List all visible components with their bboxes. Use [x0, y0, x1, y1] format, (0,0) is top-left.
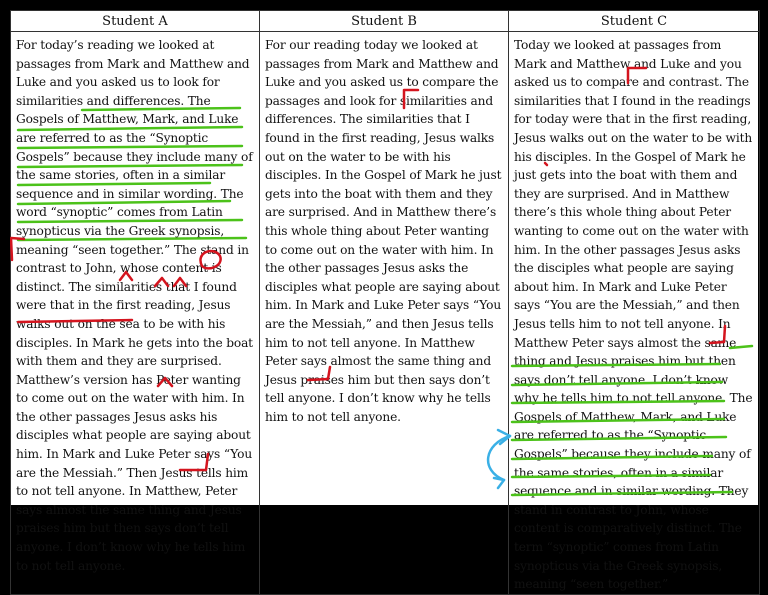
header-student-a: Student A — [11, 11, 260, 32]
header-student-b: Student B — [260, 11, 509, 32]
cell-student-b — [260, 32, 509, 595]
document-sheet — [10, 10, 758, 592]
response-student-c: Today we looked at passages from Mark and Matthew and Luke and you asked us to compare and contrast. The similarities that I found in the readings for today were that in the first reading, Jesus walks out on the water to be with his disciples. In the Gospel of Mark he just gets into the boat with them and they are surprised. And in Matthew there’s this whole thing about Peter wanting to come out on the water with him. In the other passages Jesus asks the disciples what people are saying about him. In Mark and Luke Peter says “You are the Messiah,” and then Jesus tells him to not tell anyone. In Matthew Peter says almost the same thing and Jesus praises him but then says don’t tell anyone. I don’t know why he tells him to not tell anyone. The Gospels of Matthew, Mark, and Luke are referred to as the “Synoptic Gospels” because they include many of the same stories, often in a similar sequence and in similar wording. They stand in contrast to John, whose content is comparatively distinct. The term “synoptic” comes from Latin synopticus via the Greek synopsis, meaning “seen together.” — [514, 38, 753, 592]
header-student-c: Student C — [509, 11, 760, 32]
comparison-table — [10, 10, 760, 595]
response-row — [11, 32, 760, 595]
header-row — [11, 11, 760, 32]
response-student-a: For today’s reading we looked at passages from Mark and Matthew and Luke and you asked us to look for similarities and differences. The Gospels of Matthew, Mark, and Luke are referred to as the “Synoptic Gospels” because they include many of the same stories, often in a similar sequence and in similar wording. The word “synoptic” comes from Latin synopticus via the Greek synopsis, meaning “seen together.” The stand in contrast to John, whose content is distinct. The similarities that I found were that in the first reading, Jesus walks out on the sea to be with his disciples. In Mark he gets into the boat with them and they are surprised. Matthew’s version has Peter wanting to come out on the water with him. In the other passages Jesus asks his disciples what people are saying about him. In Mark and Luke Peter says “You are the Messiah.” Then Jesus tells him to not tell anyone. In Matthew, Peter says almost the same thing and Jesus praises him but then says don’t tell anyone. I don’t know why he tells him to not tell anyone. — [16, 38, 253, 573]
cell-student-a — [11, 32, 260, 595]
response-student-b: For our reading today we looked at passages from Mark and Matthew and Luke and you asked us to compare the passages and look for similarities and differences. The similarities that I found in the first reading, Jesus walks out on the water to be with his disciples. In the Gospel of Mark he just gets into the boat with them and they are surprised. And in Matthew there’s this whole thing about Peter wanting to come out on the water with him. In the other passages Jesus asks the disciples what people are saying about him. In Mark and Luke Peter says “You are the Messiah,” and then Jesus tells him to not tell anyone. In Matthew Peter says almost the same thing and Jesus praises him but then says don’t tell anyone. I don’t know why he tells him to not tell anyone. — [265, 38, 502, 424]
cell-student-c — [509, 32, 760, 595]
